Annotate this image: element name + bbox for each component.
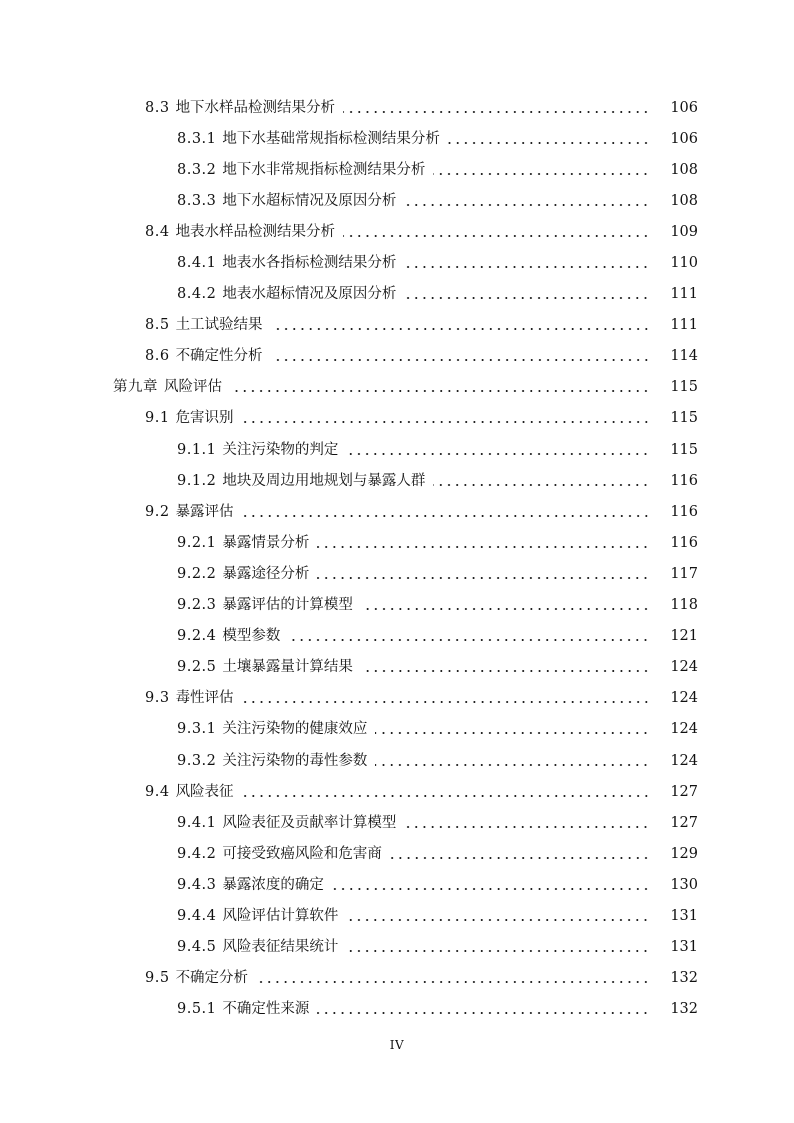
toc-entry-number: 9.1 [145, 410, 170, 427]
toc-dot-leader [448, 129, 650, 149]
toc-entry-title: 不确定分析 [175, 970, 249, 987]
toc-entry-page: 116 [670, 503, 698, 520]
toc-entry[interactable] [0, 496, 794, 527]
toc-entry-title: 地下水基础常规指标检测结果分析 [222, 130, 440, 147]
toc-entry[interactable] [0, 185, 794, 216]
toc-entry-number: 9.4 [145, 783, 170, 800]
toc-entry-title: 土壤暴露量计算结果 [222, 659, 353, 676]
toc-entry-title: 暴露评估 [175, 503, 234, 520]
toc-entry-number: 9.2.4 [177, 628, 217, 645]
toc-dot-leader [346, 937, 650, 957]
toc-entry[interactable] [0, 310, 794, 341]
toc-entry-title: 关注污染物的毒性参数 [222, 752, 368, 769]
toc-entry-number: 8.3.2 [177, 161, 217, 178]
toc-entry[interactable] [0, 279, 794, 310]
toc-entry[interactable] [0, 558, 794, 589]
toc-entry-title: 风险表征结果统计 [222, 939, 339, 956]
toc-entry-title: 地块及周边用地规划与暴露人群 [222, 472, 426, 489]
toc-entry[interactable] [0, 838, 794, 869]
toc-entry-page: 108 [670, 192, 698, 209]
toc-dot-leader [404, 253, 650, 273]
toc-entry-title: 暴露评估的计算模型 [222, 597, 353, 614]
toc-entry-number: 9.2.3 [177, 597, 217, 614]
toc-entry-title: 地表水超标情况及原因分析 [222, 286, 397, 303]
toc-entry-page: 124 [670, 690, 698, 707]
toc-entry-number: 9.5 [145, 970, 170, 987]
toc-entry-page: 127 [670, 783, 698, 800]
toc-entry-page: 116 [670, 472, 698, 489]
toc-entry[interactable] [0, 247, 794, 278]
toc-entry-page: 131 [670, 939, 698, 956]
toc-entry[interactable] [0, 683, 794, 714]
toc-entry-number: 8.3.1 [177, 130, 217, 147]
toc-entry-page: 114 [670, 348, 698, 365]
toc-entry-page: 111 [670, 286, 698, 303]
toc-dot-leader [230, 377, 650, 397]
toc-entry-page: 124 [670, 721, 698, 738]
toc-dot-leader [404, 191, 650, 211]
toc-entry-number: 8.5 [145, 317, 170, 334]
toc-entry-title: 暴露途径分析 [222, 565, 310, 582]
toc-entry-title: 毒性评估 [175, 690, 234, 707]
toc-entry-page: 106 [670, 130, 698, 147]
toc-entry-title: 地下水非常规指标检测结果分析 [222, 161, 426, 178]
toc-entry-page: 115 [670, 379, 698, 396]
toc-entry-page: 121 [670, 628, 698, 645]
toc-entry-title: 不确定性分析 [175, 348, 263, 365]
toc-entry-title: 风险表征及贡献率计算模型 [222, 814, 397, 831]
toc-entry-number: 9.4.4 [177, 907, 217, 924]
toc-dot-leader [361, 657, 650, 677]
toc-entry-title: 地表水样品检测结果分析 [175, 223, 336, 240]
toc-entry-page: 116 [670, 534, 698, 551]
toc-dot-leader [433, 160, 650, 180]
toc-dot-leader [433, 471, 650, 491]
toc-entry-title: 关注污染物的健康效应 [222, 721, 368, 738]
toc-entry[interactable] [0, 403, 794, 434]
toc-entry-page: 118 [670, 597, 698, 614]
toc-entry[interactable] [0, 123, 794, 154]
toc-entry-page: 108 [670, 161, 698, 178]
toc-entry-title: 土工试验结果 [175, 317, 263, 334]
toc-dot-leader [256, 968, 650, 988]
toc-dot-leader [317, 999, 650, 1019]
toc-entry-title: 暴露情景分析 [222, 534, 310, 551]
toc-entry-page: 106 [670, 99, 698, 116]
toc-entry-page: 115 [670, 441, 698, 458]
toc-entry-number: 8.4.2 [177, 286, 217, 303]
toc-dot-leader [288, 626, 650, 646]
toc-entry-number: 9.2 [145, 503, 170, 520]
toc-entry[interactable] [0, 372, 794, 403]
toc-dot-leader [271, 346, 650, 366]
toc-entry[interactable] [0, 652, 794, 683]
toc-entry[interactable] [0, 465, 794, 496]
page-number: IV [389, 1038, 405, 1052]
toc-entry-number: 9.3 [145, 690, 170, 707]
toc-entry-page: 124 [670, 752, 698, 769]
toc-entry[interactable] [0, 900, 794, 931]
toc-entry-page: 124 [670, 659, 698, 676]
toc-entry-number: 9.2.2 [177, 565, 217, 582]
toc-dot-leader [242, 782, 650, 802]
toc-entry-number: 9.1.1 [177, 441, 217, 458]
toc-dot-leader [271, 315, 650, 335]
toc-entry-number: 9.4.3 [177, 876, 217, 893]
toc-entry[interactable] [0, 994, 794, 1025]
toc-dot-leader [361, 595, 650, 615]
toc-entry-page: 132 [670, 970, 698, 987]
toc-entry-number: 9.5.1 [177, 1001, 217, 1018]
toc-entry-page: 109 [670, 223, 698, 240]
toc-entry-page: 115 [670, 410, 698, 427]
toc-entry-number: 8.3 [145, 99, 170, 116]
toc-dot-leader [375, 751, 650, 771]
toc-entry-title: 风险表征 [175, 783, 234, 800]
toc-entry[interactable] [0, 807, 794, 838]
toc-entry-title: 风险评估计算软件 [222, 907, 339, 924]
toc-dot-leader [242, 688, 650, 708]
toc-dot-leader [332, 875, 650, 895]
toc-dot-leader [404, 284, 650, 304]
toc-entry[interactable] [0, 590, 794, 621]
toc-dot-leader [346, 906, 650, 926]
toc-entry-page: 131 [670, 907, 698, 924]
toc-entry-title: 地表水各指标检测结果分析 [222, 255, 397, 272]
table-of-contents [0, 92, 794, 1025]
toc-entry[interactable] [0, 154, 794, 185]
toc-entry[interactable] [0, 776, 794, 807]
toc-entry-page: 129 [670, 845, 698, 862]
toc-dot-leader [343, 98, 650, 118]
toc-entry-title: 暴露浓度的确定 [222, 876, 324, 893]
toc-entry[interactable] [0, 434, 794, 465]
toc-entry-title: 关注污染物的判定 [222, 441, 339, 458]
toc-entry[interactable] [0, 527, 794, 558]
toc-entry[interactable] [0, 869, 794, 900]
toc-dot-leader [404, 813, 650, 833]
toc-entry-number: 8.4.1 [177, 255, 217, 272]
toc-entry-number: 9.1.2 [177, 472, 217, 489]
toc-entry-number: 9.2.1 [177, 534, 217, 551]
toc-entry[interactable] [0, 932, 794, 963]
toc-entry-title: 地下水样品检测结果分析 [175, 99, 336, 116]
toc-entry[interactable] [0, 714, 794, 745]
toc-entry-title: 模型参数 [222, 628, 281, 645]
toc-entry-number: 8.4 [145, 223, 170, 240]
toc-entry-number: 9.3.2 [177, 752, 217, 769]
toc-entry-title: 风险评估 [164, 379, 222, 396]
toc-entry[interactable] [0, 216, 794, 247]
toc-dot-leader [346, 440, 650, 460]
toc-entry-number: 8.6 [145, 348, 170, 365]
toc-dot-leader [343, 222, 650, 242]
toc-entry[interactable] [0, 963, 794, 994]
toc-entry[interactable] [0, 341, 794, 372]
toc-dot-leader [317, 533, 650, 553]
toc-dot-leader [317, 564, 650, 584]
toc-entry[interactable] [0, 745, 794, 776]
toc-entry-page: 130 [670, 876, 698, 893]
toc-entry-page: 127 [670, 814, 698, 831]
toc-dot-leader [390, 844, 650, 864]
toc-entry-title: 地下水超标情况及原因分析 [222, 192, 397, 209]
toc-entry-number: 9.4.1 [177, 814, 217, 831]
toc-dot-leader [242, 408, 650, 428]
toc-dot-leader [242, 502, 650, 522]
toc-entry-title: 可接受致癌风险和危害商 [222, 845, 382, 862]
toc-entry-page: 132 [670, 1001, 698, 1018]
toc-entry-page: 110 [670, 255, 698, 272]
toc-entry-title: 危害识别 [175, 410, 234, 427]
toc-entry-page: 117 [670, 565, 698, 582]
toc-entry-number: 9.2.5 [177, 659, 217, 676]
toc-dot-leader [375, 719, 650, 739]
toc-entry-number: 9.3.1 [177, 721, 217, 738]
toc-entry-title: 不确定性来源 [222, 1001, 310, 1018]
toc-entry-number: 第九章 [113, 379, 158, 396]
toc-entry[interactable] [0, 621, 794, 652]
toc-entry-number: 8.3.3 [177, 192, 217, 209]
toc-entry-number: 9.4.2 [177, 845, 217, 862]
toc-entry-number: 9.4.5 [177, 939, 217, 956]
toc-entry[interactable] [0, 92, 794, 123]
toc-entry-page: 111 [670, 317, 698, 334]
